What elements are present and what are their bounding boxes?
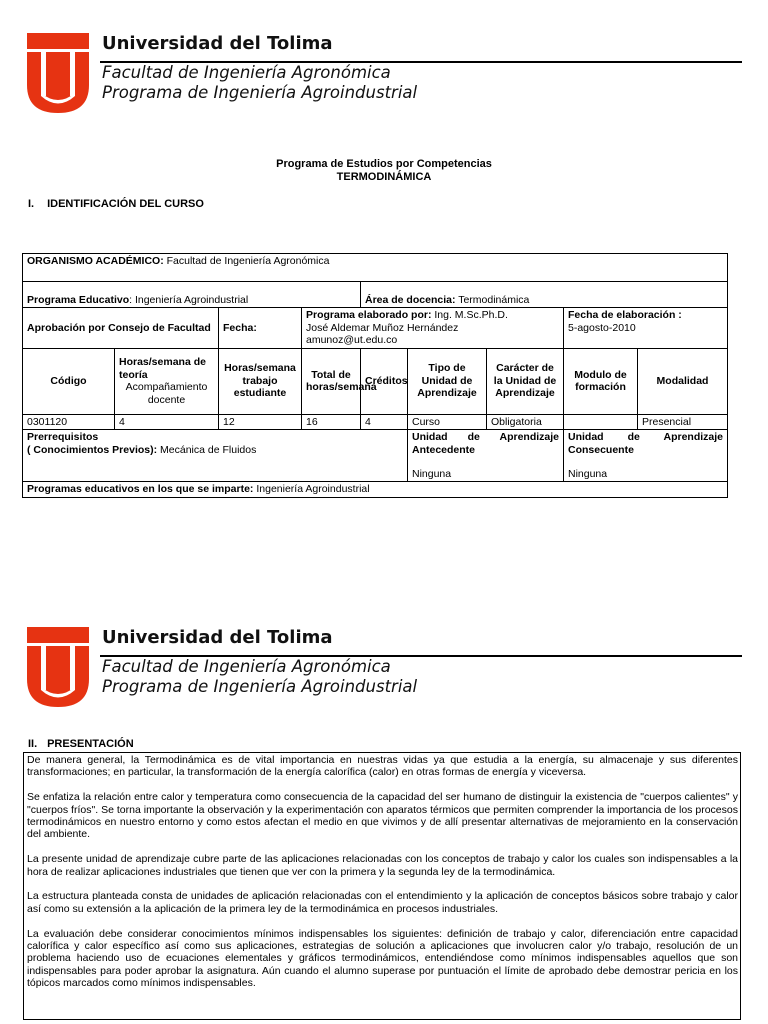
document-title <box>0 158 768 184</box>
fecha-elaboracion-value: 5-agosto-2010 <box>568 321 636 334</box>
university-name: Universidad del Tolima <box>102 33 333 54</box>
faculty-name: Facultad de Ingeniería Agronómica <box>102 63 391 82</box>
value-modalidad: Presencial <box>638 414 728 430</box>
conocimientos-value: Mecánica de Fluidos <box>160 443 257 456</box>
university-name: Universidad del Tolima <box>102 627 333 648</box>
antecedente-value: Ninguna <box>412 467 452 480</box>
presentation-paragraph: La evaluación debe considerar conocimientos mínimos indispensables los siguientes: definición de trabajo y calor, diferenciación entre capacidad calorífica y calor específico así como sus aplicaciones, estrategias de solución a aplicaciones que involucren calor y/o trabajo, resolución de un problema haciendo uso de ecuaciones elementales y gráficos termodinámicos, entendiéndose como mínimos indispensables aquellos que son indispensables para poder aprobar la asignatura. Aún cuando el alumno superase por puntuación el límite de aprobado debe demostrar pericia en los tópicos marcados como mínimos indispensables. <box>27 927 738 990</box>
value-horas-teoria: 4 <box>115 414 219 430</box>
faculty-name: Facultad de Ingeniería Agronómica <box>102 657 391 676</box>
value-creditos: 4 <box>361 414 408 430</box>
area-docencia-value: Termodinámica <box>458 293 530 306</box>
programas-value: Ingeniería Agroindustrial <box>256 483 370 495</box>
elaborado-value-2: José Aldemar Muñoz Hernández <box>306 321 459 334</box>
document-title-line2: TERMODINÁMICA <box>336 171 432 183</box>
value-total-horas: 16 <box>302 414 361 430</box>
header-modulo: Modulo de formación <box>564 348 638 414</box>
consecuente-label-1: Unidad de Aprendizaje <box>568 431 723 443</box>
prerrequisitos-cell <box>23 430 408 482</box>
university-logo-icon <box>27 33 89 113</box>
programas-label: Programas educativos en los que se imparte: <box>27 483 254 495</box>
section-1-heading <box>28 198 204 210</box>
area-docencia-cell <box>361 282 728 308</box>
program-name: Programa de Ingeniería Agroindustrial <box>102 677 418 696</box>
programa-educativo-cell <box>23 282 361 308</box>
course-values-row <box>23 414 728 430</box>
header-horas-teoria-label: Horas/semana de teoría <box>119 356 206 381</box>
programas-row <box>23 482 728 498</box>
antecedente-label-2: Antecedente <box>412 443 476 456</box>
value-modulo <box>564 414 638 430</box>
program-name: Programa de Ingeniería Agroindustrial <box>102 83 418 102</box>
header-tipo: Tipo de Unidad de Aprendizaje <box>408 348 487 414</box>
fecha-label: Fecha: <box>219 308 302 349</box>
presentation-paragraph: La estructura planteada consta de unidades de aplicación relacionadas con el entendimiento y la aplicación de conceptos básicos sobre trabajo y calor así como su extensión a la aplicación de la primera ley de la termodinámica en procesos industriales. <box>27 890 738 915</box>
presentation-box <box>23 752 741 1020</box>
consecuente-value: Ninguna <box>568 467 608 480</box>
elaborado-value-1: Ing. M.Sc.Ph.D. <box>434 309 508 321</box>
section-2-title: PRESENTACIÓN <box>47 738 134 750</box>
page-header-1 <box>0 33 768 123</box>
organismo-label: ORGANISMO ACADÉMICO: <box>27 255 164 267</box>
identification-table <box>22 253 728 498</box>
presentation-paragraph: La presente unidad de aprendizaje cubre parte de las aplicaciones relacionadas con los conceptos de trabajo y calor los cuales son indispensables a la hora de realizar aplicaciones industriales que tienen que ver con la primera y la segunda ley de la termodinámica. <box>27 853 738 878</box>
header-horas-teoria-sub: Acompañamiento docente <box>125 381 208 406</box>
section-2-heading <box>28 738 134 750</box>
prerrequisitos-label: Prerrequisitos <box>27 431 99 443</box>
programa-educativo-value: : Ingeniería Agroindustrial <box>129 293 249 306</box>
area-docencia-label: Área de docencia: <box>365 293 456 306</box>
document-title-line1: Programa de Estudios por Competencias <box>276 158 492 170</box>
organismo-row <box>23 254 728 282</box>
value-horas-trabajo: 12 <box>219 414 302 430</box>
fecha-elaboracion-label: Fecha de elaboración : <box>568 309 682 321</box>
section-1-number: I. <box>28 198 35 210</box>
organismo-cell <box>23 254 728 282</box>
value-tipo: Curso <box>408 414 487 430</box>
section-2-number: II. <box>28 738 38 750</box>
header-total-horas: Total de horas/semana <box>302 348 361 414</box>
elaborado-email: amunoz@ut.edu.co <box>306 334 398 346</box>
programa-row <box>23 282 728 308</box>
elaborado-cell <box>302 308 564 349</box>
value-codigo: 0301120 <box>23 414 115 430</box>
organismo-value: Facultad de Ingeniería Agronómica <box>166 255 330 267</box>
elaborado-label: Programa elaborado por: <box>306 309 432 321</box>
consecuente-cell <box>564 430 728 482</box>
header-codigo: Código <box>23 348 115 414</box>
antecedente-label-1: Unidad de Aprendizaje <box>412 431 559 443</box>
prerrequisitos-row <box>23 430 728 482</box>
course-header-row <box>23 348 728 414</box>
university-logo-icon <box>27 627 89 707</box>
value-caracter: Obligatoria <box>487 414 564 430</box>
header-horas-trabajo: Horas/semana trabajo estudiante <box>219 348 302 414</box>
header-caracter: Carácter de la Unidad de Aprendizaje <box>487 348 564 414</box>
fecha-elaboracion-cell <box>564 308 728 349</box>
header-creditos: Créditos <box>361 348 408 414</box>
aprobacion-row <box>23 308 728 349</box>
header-modalidad: Modalidad <box>638 348 728 414</box>
programas-cell <box>23 482 728 498</box>
antecedente-cell <box>408 430 564 482</box>
section-1-title: IDENTIFICACIÓN DEL CURSO <box>47 198 204 210</box>
aprobacion-label: Aprobación por Consejo de Facultad <box>23 308 219 349</box>
page-header-2 <box>0 627 768 717</box>
header-horas-teoria <box>115 348 219 414</box>
presentation-paragraph: Se enfatiza la relación entre calor y temperatura como consecuencia de la capacidad del ser humano de distinguir la existencia de "cuerpos calientes" y "cuerpos fríos". Se torna importante la observación y la experimentación con aparatos térmicos que permiten comprender la importancia de los procesos termodinámicos en nuestro entorno y como estos afectan el medio en que vivimos y de allí presentar alternativas de mejoramiento en la conservación del ambiente. <box>27 791 738 841</box>
consecuente-label-2: Consecuente <box>568 443 634 456</box>
conocimientos-label: ( Conocimientos Previos): <box>27 443 158 456</box>
presentation-paragraph: De manera general, la Termodinámica es de vital importancia en nuestras vidas ya que estudia a la energía, su almacenaje y sus diferentes transformaciones; en particular, la transformación de la energía calorífica (calor) en otras formas de energía y viceversa. <box>27 754 738 779</box>
programa-educativo-label: Programa Educativo <box>27 293 130 306</box>
